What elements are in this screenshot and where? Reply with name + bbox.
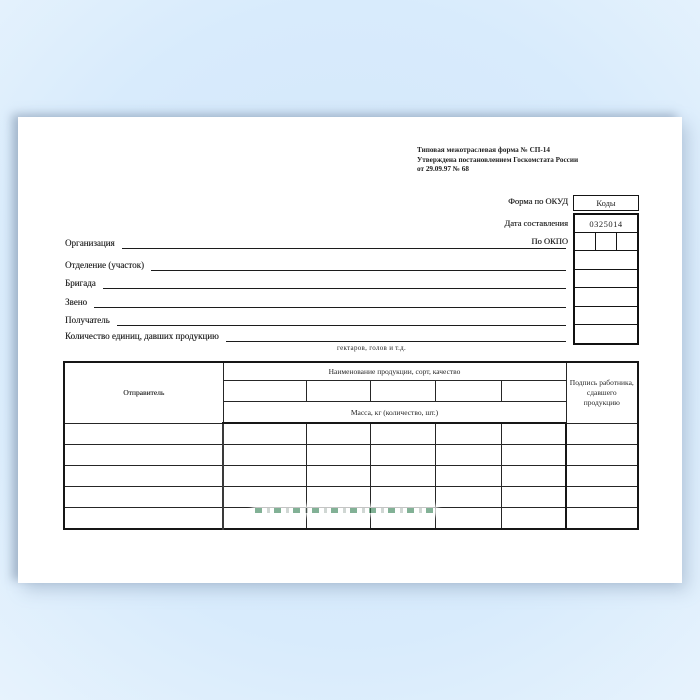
table-cell xyxy=(370,445,435,466)
okpo-cell-1 xyxy=(575,233,596,250)
table-cell xyxy=(64,508,223,530)
codes-grid xyxy=(573,213,639,345)
table-cell xyxy=(566,508,638,530)
table-cell xyxy=(435,487,501,508)
table-cell xyxy=(370,487,435,508)
table-cell xyxy=(64,423,223,445)
product-subcolumn-cell xyxy=(370,381,435,402)
green-watermark xyxy=(255,508,435,513)
table-row xyxy=(64,445,638,466)
mass-header-cell: Масса, кг (количество, шт.) xyxy=(223,402,566,424)
table-cell xyxy=(501,487,566,508)
field-units-count-label: Количество единиц, давших продукцию xyxy=(65,331,219,341)
field-link-label: Звено xyxy=(65,297,88,307)
field-department-blank-line xyxy=(151,269,566,271)
field-brigade xyxy=(65,276,566,289)
codes-box xyxy=(573,195,639,345)
field-units-count-blank-line xyxy=(226,340,566,342)
field-link xyxy=(65,295,566,308)
code-cell-empty xyxy=(575,270,637,289)
product-subcolumn-cell xyxy=(501,381,566,402)
table-row xyxy=(64,423,638,445)
table-cell xyxy=(501,466,566,487)
field-brigade-blank-line xyxy=(103,287,566,289)
field-recipient xyxy=(65,313,566,326)
sender-header-cell: Отправитель xyxy=(64,362,223,423)
field-organization-blank-line xyxy=(122,247,566,249)
table-cell xyxy=(501,423,566,445)
units-caption: гектаров, голов и т.д. xyxy=(337,344,407,352)
code-cell-empty xyxy=(575,288,637,307)
table-cell xyxy=(223,487,306,508)
table-cell xyxy=(566,466,638,487)
form-note-line-1: Типовая межотраслевая форма № СП-14 xyxy=(417,146,550,154)
table-cell xyxy=(306,466,370,487)
date-label: Дата составления xyxy=(504,218,568,228)
field-units-count xyxy=(65,329,566,342)
table-cell xyxy=(370,423,435,445)
table-cell xyxy=(501,445,566,466)
table-cell xyxy=(566,423,638,445)
codes-header-cell: Коды xyxy=(573,195,639,211)
form-note-line-2: Утверждена постановлением Госкомстата России xyxy=(417,155,579,164)
table-cell xyxy=(223,423,306,445)
field-recipient-blank-line xyxy=(117,324,566,326)
products-table xyxy=(63,361,639,530)
okpo-cell-2 xyxy=(596,233,617,250)
table-cell xyxy=(435,508,501,530)
field-department xyxy=(65,258,566,271)
table-cell xyxy=(223,466,306,487)
product-header-cell: Наименование продукции, сорт, качество xyxy=(223,362,566,381)
table-cell xyxy=(566,445,638,466)
okud-label: Форма по ОКУД xyxy=(508,196,568,206)
table-cell xyxy=(435,466,501,487)
field-organization xyxy=(65,236,566,249)
form-note-line-3: от 29.09.97 № 68 xyxy=(417,165,469,174)
table-cell xyxy=(435,423,501,445)
table-cell xyxy=(306,445,370,466)
code-cell-empty xyxy=(575,325,637,343)
field-link-blank-line xyxy=(94,306,566,308)
table-cell xyxy=(370,466,435,487)
form-approval-note xyxy=(417,146,578,175)
table-cell xyxy=(566,487,638,508)
code-cell-empty xyxy=(575,251,637,270)
table-cell xyxy=(306,487,370,508)
form-document-page xyxy=(18,117,682,583)
field-organization-label: Организация xyxy=(65,238,115,248)
table-row xyxy=(64,487,638,508)
product-subcolumn-cell xyxy=(223,381,306,402)
okpo-cell-3 xyxy=(617,233,637,250)
field-recipient-label: Получатель xyxy=(65,315,110,325)
product-subcolumn-cell xyxy=(306,381,370,402)
table-cell xyxy=(501,508,566,530)
table-cell xyxy=(64,487,223,508)
okud-code-cell: 0325014 xyxy=(575,215,637,233)
table-row xyxy=(64,466,638,487)
table-cell xyxy=(435,445,501,466)
table-cell xyxy=(64,445,223,466)
product-subcolumn-cell xyxy=(435,381,501,402)
table-cell xyxy=(223,445,306,466)
field-department-label: Отделение (участок) xyxy=(65,260,144,270)
okpo-code-cells xyxy=(575,233,637,251)
code-cell-empty xyxy=(575,307,637,326)
field-brigade-label: Бригада xyxy=(65,278,96,288)
signature-header-cell: Подпись работника, сдавшего продукцию xyxy=(566,362,638,423)
table-cell xyxy=(306,423,370,445)
okpo-label: По ОКПО xyxy=(531,236,568,246)
table-cell xyxy=(64,466,223,487)
